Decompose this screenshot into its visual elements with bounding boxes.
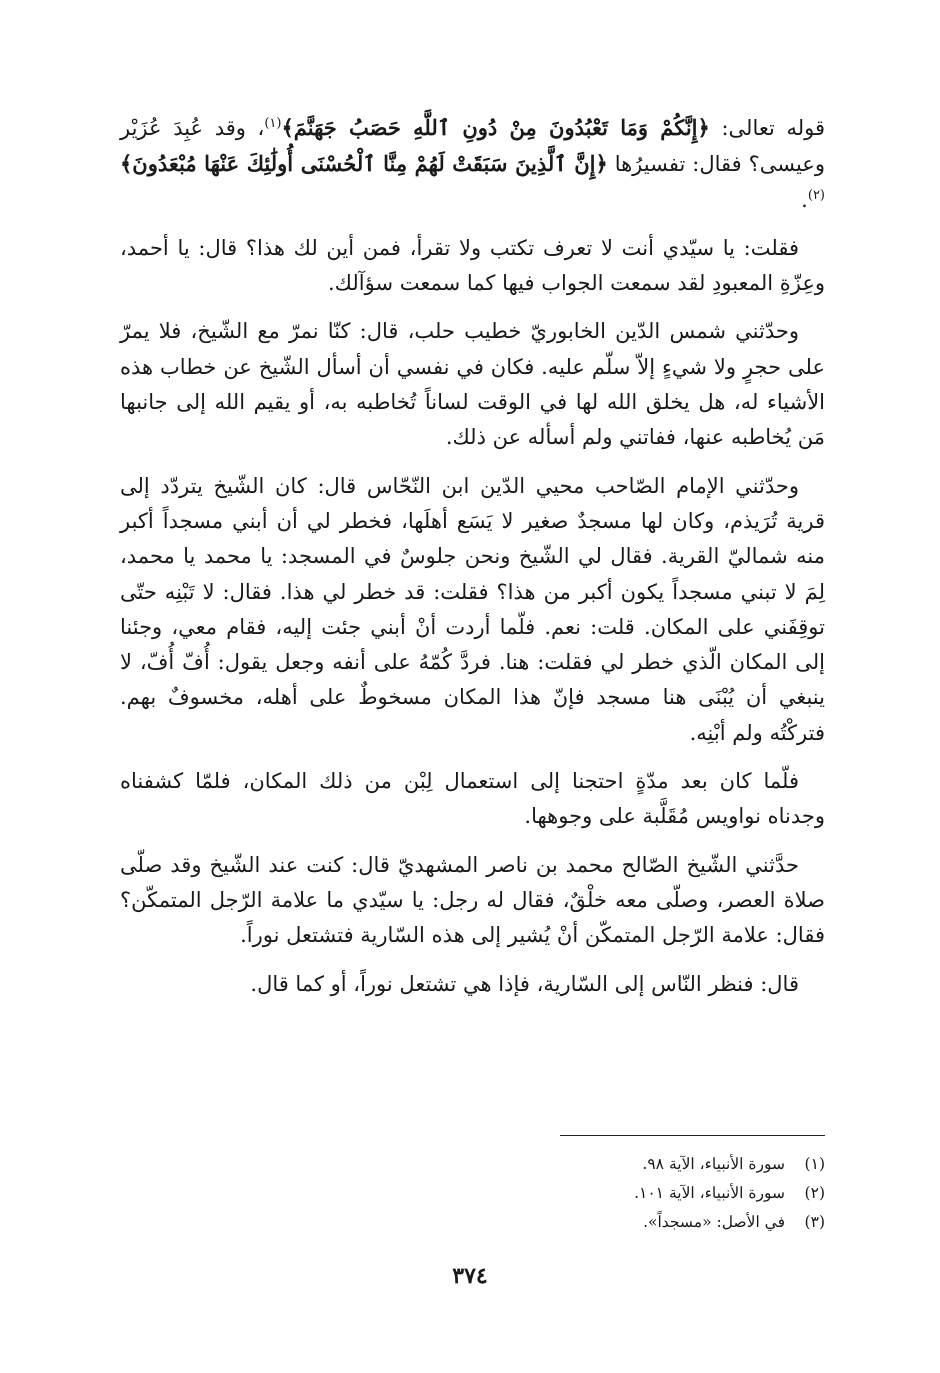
paragraph-2: فقلت: يا سيّدي أنت لا تعرف تكتب ولا تقرأ، فمن أين لك هذا؟ قال: يا أحمد، وعِزّةِ المعبودِ لقد سمعت الجواب فيها كما سمعت سؤآلك. — [120, 235, 825, 296]
footnote-number: (٢) — [804, 1184, 825, 1202]
footnote-2 — [400, 1179, 825, 1208]
footnote-text: سورة الأنبياء، الآية ٩٨. — [642, 1155, 785, 1173]
footnote-number: (٣) — [804, 1213, 825, 1231]
footnote-number: (١) — [804, 1155, 825, 1173]
quran-verse-1: ﴿إِنَّكُمْ وَمَا تَعْبُدُونَ مِنْ دُونِ ٱللَّهِ حَصَبُ جَهَنَّمَ﴾ — [281, 115, 710, 140]
page-number: ٣٧٤ — [452, 1263, 488, 1289]
page-body — [120, 110, 825, 1002]
p1-mid: ، وقد عُبِدَ عُزَيْر وعيسى؟ فقال: تفسيرُها — [120, 116, 825, 177]
footnote-ref-1: (١) — [264, 116, 282, 131]
p1-end: . — [801, 187, 808, 212]
paragraph-1 — [120, 110, 825, 218]
paragraph-6: حدَّثني الشّيخ الصّالح محمد بن ناصر المشهديّ قال: كنت عند الشّيخ وقد صلّى صلاة العصر، وصلّى معه خلْقٌ، فقال له رجل: يا سيّدي ما علامة الرّجل المتمكّن؟ فقال: علامة الرّجل المتمكّن أنْ يُشير إلى هذه السّارية فتشتعل نوراً. — [120, 852, 825, 948]
paragraph-7: قال: فنظر النّاس إلى السّارية، فإذا هي تشتعل نوراً، أو كما قال. — [250, 971, 799, 996]
paragraph-3: وحدّثني شمس الدّين الخابوريّ خطيب حلب، قال: كنّا نمرّ مع الشّيخ، فلا يمرّ على حجرٍ ولا شيءٍ إلاّ سلّم عليه. فكان في نفسي أن أسأل الشّيخ عن خطاب هذه الأشياء له، هل يخلق الله لها في الوقت لساناً تُخاطبه به، أو يقيم الله إلى جانبها مَن يُخاطبه عنها، ففاتني ولم أسأله عن ذلك. — [120, 319, 825, 450]
footnote-1 — [400, 1150, 825, 1179]
footnote-ref-2: (٢) — [807, 187, 825, 203]
paragraph-4: وحدّثني الإمام الصّاحب محيي الدّين ابن النّحّاس قال: كان الشّيخ يتردّد إلى قرية تُرَيذم، وكان لها مسجدٌ صغير لا يَسَع أهلَها، فخطر لي أن أبني مسجداً أكبر منه شماليّ القرية. فقال لي الشّيخ ونحن جلوسٌ في المسجد: يا محمد يا محمد، لِمَ لا تبني مسجداً يكون أكبر من هذا؟ فقلت: قد خطر لي هذا. فقال: لا تَبْنِه حتّى توقِفَني على المكان. قلت: نعم. فلّما أردت أنْ أبني جئت إليه، فقام معي، وجئنا إلى المكان الّذي خطر لي فقلت: هنا. فردَّ كُمّهُ على أنفه وجعل يقول: أُفّ أُفّ، لا ينبغي أن يُبْنَى هنا مسجد فإنّ هذا المكان مسخوطٌ على أهله، مخسوفٌ بهم. فتركْتُه ولم أبْنِه. — [120, 473, 825, 745]
quran-verse-2: ﴿إِنَّ ٱلَّذِينَ سَبَقَتْ لَهُمْ مِنَّا ٱلْحُسْنَى أُولَٰئِكَ عَنْهَا مُبْعَدُونَ﴾ — [120, 151, 608, 177]
footnote-text: سورة الأنبياء، الآية ١٠١. — [634, 1184, 785, 1202]
footnote-separator — [560, 1135, 825, 1136]
p1-intro: قوله تعالى: — [709, 116, 826, 140]
footnotes — [400, 1150, 825, 1237]
footnote-3 — [400, 1208, 825, 1237]
footnote-text: في الأصل: «مسجداً». — [643, 1213, 785, 1231]
paragraph-5: فلّما كان بعد مدّةٍ احتجنا إلى استعمال لِبْن من ذلك المكان، فلمّا كشفناه وجدناه نواويس مُقَلَّبة على وجوهها. — [120, 769, 825, 829]
